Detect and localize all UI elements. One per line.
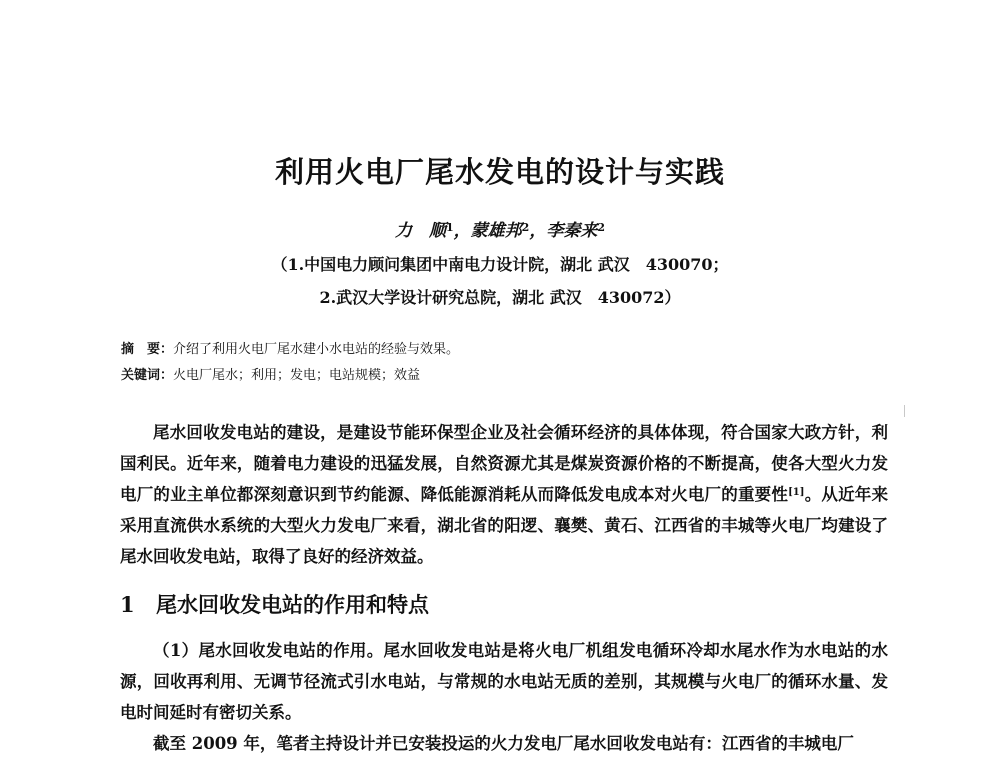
abstract-text: 介绍了利用火电厂尾水建小水电站的经验与效果。 bbox=[173, 342, 460, 357]
intro-text-part1: 尾水回收发电站的建设，是建设节能环保型企业及社会循环经济的具体体现，符合国家大政方针，利国利民。近年来，随着电力建设的迅猛发展，自然资源尤其是煤炭资源价格的不断提高，使各大型火力发电厂的业主单位都深刻意识到节约能源、降低能源消耗从而降低发电成本对火电厂的重要性 bbox=[120, 423, 888, 504]
intro-section bbox=[120, 417, 888, 572]
section-body bbox=[120, 635, 888, 759]
affiliation-line: 2.武汉大学设计研究总院，湖北 武汉 430072） bbox=[319, 288, 681, 307]
citation-ref: [1] bbox=[788, 487, 805, 498]
author-name: 李秦来 bbox=[546, 221, 598, 241]
author-affiliation-mark: 2 bbox=[597, 221, 605, 234]
section-paragraph: （1）尾水回收发电站的作用。尾水回收发电站是将火电厂机组发电循环冷却水尾水作为水电站的水源，回收再利用、无调节径流式引水电站，与常规的水电站无质的差别，其规模与火电厂的循环水量、发电时间延时有密切关系。 bbox=[120, 641, 888, 722]
author-name: 力 顺 bbox=[395, 221, 447, 241]
keywords-label: 关键词： bbox=[121, 368, 174, 383]
section-number: 1 bbox=[120, 592, 135, 617]
abstract-label: 摘 要： bbox=[121, 342, 174, 357]
intro-paragraph bbox=[120, 417, 888, 572]
author-line bbox=[0, 218, 1000, 244]
author-name: 蒙雄邦 bbox=[470, 221, 522, 241]
keywords-text: 火电厂尾水；利用；发电；电站规模；效益 bbox=[173, 368, 421, 383]
paper-title: 利用火电厂尾水发电的设计与实践 bbox=[274, 155, 725, 189]
scan-edge-mark bbox=[904, 405, 905, 417]
keywords bbox=[121, 366, 420, 386]
intro-text-part2: 。从近年来采用直流供水系统的大型火力发电厂来看，湖北省的阳逻、襄樊、黄石、江西省的丰城等火电厂均建设了尾水回收发电站，取得了良好的经济效益。 bbox=[120, 485, 889, 566]
affiliation-line: （1.中国电力顾问集团中南电力设计院，湖北 武汉 430070； bbox=[271, 255, 729, 274]
author-separator: ， bbox=[453, 221, 471, 241]
author-affiliation-mark: 2 bbox=[521, 221, 530, 234]
author-affiliation-mark: 1 bbox=[446, 221, 454, 234]
section-heading bbox=[120, 589, 429, 621]
author-separator: ， bbox=[529, 221, 547, 241]
section-paragraph: 截至 2009 年，笔者主持设计并已安装投运的火力发电厂尾水回收发电站有：江西省的丰城电厂 bbox=[153, 734, 854, 753]
abstract bbox=[121, 340, 459, 360]
section-title: 尾水回收发电站的作用和特点 bbox=[156, 593, 429, 617]
